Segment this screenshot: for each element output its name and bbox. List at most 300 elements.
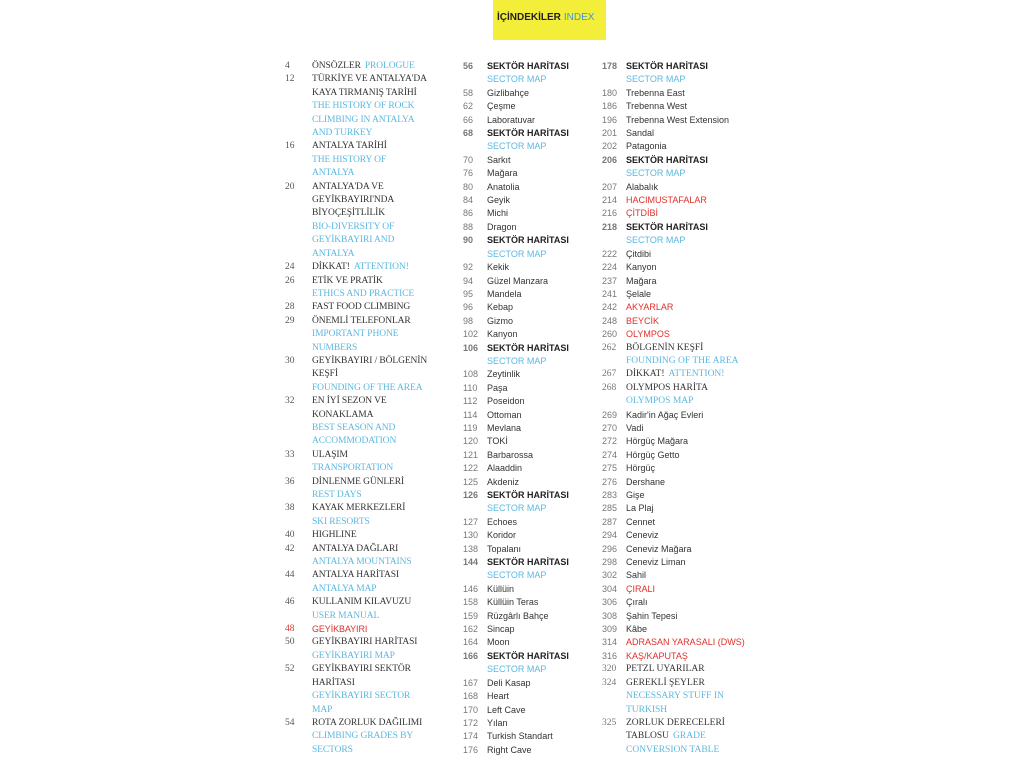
toc-entry[interactable]	[285, 422, 455, 435]
toc-entry[interactable]	[285, 489, 455, 502]
toc-entry-text: Ceneviz	[626, 530, 659, 541]
toc-entry-title	[312, 301, 410, 314]
toc-entry[interactable]	[463, 596, 603, 609]
toc-entry-text: Kanyon	[487, 329, 518, 340]
toc-entry[interactable]	[463, 569, 603, 582]
toc-page-number: 304	[602, 583, 618, 594]
toc-entry[interactable]	[463, 650, 603, 663]
toc-entry[interactable]	[602, 569, 752, 582]
toc-entry-text: EN İYİ SEZON VE	[312, 396, 387, 407]
toc-page-number: 325	[602, 717, 617, 728]
toc-entry[interactable]	[602, 73, 752, 86]
toc-entry-title	[487, 543, 521, 556]
toc-entry-title	[312, 476, 404, 489]
toc-entry[interactable]	[602, 342, 752, 355]
toc-entry-title	[626, 690, 724, 703]
toc-entry-title	[626, 677, 705, 690]
toc-entry-text: Left Cave	[487, 704, 526, 715]
toc-column-1	[285, 60, 455, 757]
toc-entry-title	[312, 449, 348, 462]
toc-entry-title	[487, 87, 529, 100]
toc-entry-title	[487, 489, 569, 502]
toc-entry-text: Ceneviz Mağara	[626, 543, 692, 554]
toc-entry-title	[626, 73, 685, 86]
toc-entry[interactable]	[602, 623, 752, 636]
toc-entry-title	[626, 301, 673, 314]
toc-entry-text: SEKTÖR HARİTASI	[487, 557, 569, 568]
toc-entry[interactable]	[285, 167, 455, 180]
toc-entry[interactable]	[463, 154, 603, 167]
toc-entry[interactable]	[602, 516, 752, 529]
toc-page-number: 56	[463, 61, 474, 71]
toc-entry-text: OLYMPOS	[626, 329, 670, 340]
toc-entry-text: Echoes	[487, 516, 518, 527]
toc-entry[interactable]	[602, 435, 752, 448]
toc-entry[interactable]	[285, 449, 455, 462]
toc-entry-text: GEYİKBAYIRI AND	[312, 235, 395, 246]
toc-entry[interactable]	[463, 502, 603, 515]
toc-entry[interactable]	[602, 704, 752, 717]
toc-entry[interactable]	[463, 221, 603, 234]
toc-entry[interactable]	[285, 221, 455, 234]
toc-entry[interactable]	[285, 395, 455, 408]
toc-page-number: 20	[285, 181, 295, 192]
toc-entry[interactable]	[285, 207, 455, 220]
toc-entry[interactable]	[285, 248, 455, 261]
toc-entry[interactable]	[463, 328, 603, 341]
toc-entry[interactable]	[285, 301, 455, 314]
toc-entry-text: ETHICS AND PRACTICE	[312, 288, 415, 299]
toc-entry[interactable]	[602, 462, 752, 475]
toc-entry[interactable]	[463, 395, 603, 408]
toc-entry-title	[487, 449, 533, 462]
toc-page-number: 102	[463, 329, 479, 340]
toc-entry-text: Çitdibi	[626, 248, 652, 259]
toc-entry[interactable]	[602, 636, 752, 649]
toc-page-number: 44	[285, 570, 295, 581]
toc-entry-title	[312, 194, 394, 207]
toc-entry[interactable]	[285, 100, 455, 113]
toc-entry[interactable]	[463, 73, 603, 86]
toc-entry-text: Çeşme	[487, 101, 516, 112]
toc-entry[interactable]	[463, 342, 603, 355]
toc-entry-text: HIGHLINE	[312, 530, 357, 541]
toc-entry-title	[487, 502, 546, 515]
toc-entry[interactable]	[463, 368, 603, 381]
toc-entry[interactable]	[463, 690, 603, 703]
toc-page-number: 324	[602, 677, 617, 688]
toc-entry[interactable]	[602, 543, 752, 556]
toc-page-number: 127	[463, 516, 479, 527]
toc-entry[interactable]	[602, 529, 752, 542]
toc-entry[interactable]	[285, 744, 455, 757]
toc-entry-title	[487, 516, 517, 529]
toc-entry[interactable]	[602, 663, 752, 676]
toc-entry-title	[487, 154, 511, 167]
toc-entry[interactable]	[463, 181, 603, 194]
toc-entry-text: GEYİKBAYIRI HARİTASI	[312, 637, 418, 648]
toc-page-number: 68	[463, 128, 474, 139]
toc-entry[interactable]	[463, 261, 603, 274]
toc-entry[interactable]	[463, 462, 603, 475]
toc-entry[interactable]	[602, 181, 752, 194]
toc-entry[interactable]	[602, 610, 752, 623]
toc-entry-text: SECTOR MAP	[626, 168, 686, 179]
toc-page-number: 126	[463, 490, 479, 500]
toc-entry-text: ANTALYA DAĞLARI	[312, 543, 399, 554]
toc-entry[interactable]	[602, 114, 752, 127]
toc-entry[interactable]	[463, 730, 603, 743]
toc-entry[interactable]	[285, 328, 455, 341]
toc-entry[interactable]	[602, 476, 752, 489]
toc-entry[interactable]	[285, 476, 455, 489]
toc-entry[interactable]	[285, 60, 455, 73]
toc-entry[interactable]	[463, 114, 603, 127]
toc-entry-text: Barbarossa	[487, 449, 534, 460]
toc-entry-text: Topalanı	[487, 543, 522, 554]
toc-entry-text: DİKKAT!	[312, 262, 350, 273]
toc-entry[interactable]	[463, 194, 603, 207]
toc-entry[interactable]	[285, 462, 455, 475]
toc-entry[interactable]	[285, 569, 455, 582]
toc-page-number: 40	[285, 530, 295, 541]
toc-entry-title	[626, 623, 647, 636]
toc-entry[interactable]	[602, 248, 752, 261]
toc-entry[interactable]	[463, 717, 603, 730]
toc-entry-text: ANTALYA HARİTASI	[312, 570, 399, 581]
toc-page-number: 130	[463, 530, 479, 541]
toc-entry[interactable]	[463, 704, 603, 717]
toc-entry-text: BÖLGENİN KEŞFİ	[626, 342, 704, 353]
toc-page-number: 70	[463, 154, 474, 165]
toc-entry-text: Koridor	[487, 530, 517, 541]
toc-entry[interactable]	[463, 516, 603, 529]
toc-entry-text: DİNLENME GÜNLERİ	[312, 476, 405, 487]
toc-entry-text: Anatolia	[487, 181, 520, 192]
toc-entry[interactable]	[285, 596, 455, 609]
toc-entry-text: FOUNDING OF THE AREA	[312, 382, 423, 393]
toc-entry[interactable]	[602, 261, 752, 274]
toc-entry[interactable]	[285, 73, 455, 86]
toc-entry[interactable]	[285, 663, 455, 676]
toc-page-number: 167	[463, 677, 479, 688]
toc-entry[interactable]	[463, 636, 603, 649]
toc-entry[interactable]	[602, 489, 752, 502]
toc-entry[interactable]	[602, 502, 752, 515]
toc-page-number: 144	[463, 557, 479, 568]
toc-entry[interactable]	[463, 677, 603, 690]
toc-entry-title	[626, 194, 707, 207]
toc-entry[interactable]	[463, 623, 603, 636]
toc-entry-text: BİYOÇEŞİTLİLİK	[312, 208, 386, 219]
toc-entry[interactable]	[602, 288, 752, 301]
toc-page-number: 308	[602, 610, 618, 621]
toc-entry[interactable]	[602, 368, 752, 381]
toc-entry[interactable]	[602, 422, 752, 435]
toc-entry[interactable]	[285, 435, 455, 448]
toc-entry[interactable]	[285, 516, 455, 529]
toc-entry[interactable]	[602, 409, 752, 422]
toc-entry[interactable]	[285, 543, 455, 556]
toc-page-number: 242	[602, 302, 618, 313]
toc-entry[interactable]	[602, 207, 752, 220]
toc-entry-text: GEYİKBAYIRI / BÖLGENİN	[312, 355, 428, 366]
toc-entry[interactable]	[463, 382, 603, 395]
toc-entry[interactable]	[285, 623, 455, 636]
toc-entry[interactable]	[463, 583, 603, 596]
toc-page-number: 120	[463, 436, 479, 447]
toc-entry[interactable]	[285, 690, 455, 703]
toc-entry[interactable]	[602, 315, 752, 328]
toc-entry-title	[312, 409, 373, 422]
toc-entry[interactable]	[285, 181, 455, 194]
toc-entry[interactable]	[602, 395, 752, 408]
toc-entry[interactable]	[463, 422, 603, 435]
toc-entry[interactable]	[463, 355, 603, 368]
toc-entry[interactable]	[285, 717, 455, 730]
toc-entry-title	[312, 87, 417, 100]
toc-entry-text: Laboratuvar	[487, 114, 536, 125]
toc-entry[interactable]	[285, 234, 455, 247]
toc-entry[interactable]	[285, 140, 455, 153]
toc-entry[interactable]	[463, 275, 603, 288]
toc-entry[interactable]	[285, 502, 455, 515]
toc-entry[interactable]	[463, 60, 603, 73]
toc-entry-text: USER MANUAL	[312, 610, 380, 621]
toc-entry[interactable]	[463, 435, 603, 448]
toc-entry[interactable]	[463, 87, 603, 100]
toc-entry-text: KAŞ/KAPUTAŞ	[626, 650, 688, 661]
toc-entry[interactable]	[463, 315, 603, 328]
toc-entry[interactable]	[285, 275, 455, 288]
toc-entry[interactable]	[602, 650, 752, 663]
toc-entry[interactable]	[602, 140, 752, 153]
toc-entry-title	[487, 127, 569, 140]
toc-entry-text: FOUNDING OF THE AREA	[626, 355, 739, 366]
toc-page-number: 316	[602, 650, 618, 661]
toc-entry[interactable]	[602, 355, 752, 368]
toc-page-number: 121	[463, 449, 479, 460]
toc-entry-title	[626, 261, 657, 274]
toc-entry[interactable]	[602, 194, 752, 207]
toc-entry[interactable]	[463, 288, 603, 301]
toc-entry-title	[487, 181, 520, 194]
toc-entry-text: Akdeniz	[487, 476, 520, 487]
toc-entry[interactable]	[463, 744, 603, 757]
toc-entry[interactable]	[602, 127, 752, 140]
toc-entry-text: Mevlana	[487, 422, 522, 433]
toc-entry[interactable]	[285, 382, 455, 395]
toc-page-number: 224	[602, 262, 618, 273]
toc-entry[interactable]	[463, 234, 603, 247]
toc-entry[interactable]	[285, 342, 455, 355]
toc-entry-title	[626, 556, 686, 569]
toc-entry[interactable]	[602, 100, 752, 113]
toc-entry-title	[487, 221, 517, 234]
toc-entry-title	[312, 114, 414, 127]
toc-entry[interactable]	[463, 449, 603, 462]
toc-entry-text: SEKTÖR HARİTASI	[626, 61, 708, 71]
toc-entry-text: Kadir'in Ağaç Evleri	[626, 409, 704, 420]
toc-entry-text: IMPORTANT PHONE	[312, 329, 399, 340]
toc-entry-title	[626, 489, 645, 502]
toc-entry[interactable]	[285, 704, 455, 717]
toc-entry[interactable]	[602, 60, 752, 73]
toc-entry[interactable]	[463, 476, 603, 489]
toc-entry-text: ÇİTDİBİ	[626, 208, 659, 219]
toc-entry-title	[312, 288, 414, 301]
toc-entry[interactable]	[463, 301, 603, 314]
toc-entry-title	[626, 596, 648, 609]
toc-entry-title	[312, 261, 409, 274]
toc-entry-title	[487, 328, 518, 341]
toc-entry[interactable]	[285, 583, 455, 596]
toc-entry-text: Yılan	[487, 717, 508, 728]
toc-page-number: 222	[602, 248, 618, 259]
toc-entry-title	[626, 328, 670, 341]
toc-entry-title	[626, 543, 692, 556]
toc-entry-text: Vadi	[626, 422, 644, 433]
toc-entry-text: SECTOR MAP	[487, 664, 547, 675]
toc-entry-text: Ceneviz Liman	[626, 557, 686, 568]
toc-entry[interactable]	[285, 87, 455, 100]
toc-entry[interactable]	[285, 529, 455, 542]
toc-entry[interactable]	[285, 127, 455, 140]
toc-entry-title	[312, 569, 399, 582]
toc-entry[interactable]	[285, 114, 455, 127]
toc-entry-text: ANTALYA'DA VE	[312, 181, 384, 192]
toc-entry-text: KULLANIM KILAVUZU	[312, 597, 412, 608]
toc-entry[interactable]	[463, 610, 603, 623]
toc-entry-title	[487, 194, 510, 207]
toc-entry[interactable]	[285, 677, 455, 690]
toc-entry-text: TOKİ	[487, 436, 508, 447]
toc-entry[interactable]	[463, 543, 603, 556]
toc-entry-title	[487, 596, 538, 609]
toc-entry-title	[626, 435, 688, 448]
toc-page-number: 269	[602, 409, 618, 420]
toc-entry[interactable]	[285, 730, 455, 743]
toc-entry[interactable]	[463, 529, 603, 542]
toc-entry-title	[312, 529, 357, 542]
toc-entry[interactable]	[463, 556, 603, 569]
toc-entry[interactable]	[602, 167, 752, 180]
toc-entry-text: La Plaj	[626, 503, 654, 514]
toc-entry-title	[626, 207, 658, 220]
toc-entry-title	[626, 234, 685, 247]
toc-entry[interactable]	[602, 301, 752, 314]
toc-entry-text: ANTALYA	[312, 168, 355, 179]
toc-entry[interactable]	[602, 596, 752, 609]
toc-page-number: 26	[285, 275, 295, 286]
toc-entry[interactable]	[602, 234, 752, 247]
toc-entry-title	[487, 234, 569, 247]
toc-entry-text: Right Cave	[487, 744, 532, 755]
toc-entry-title	[487, 556, 569, 569]
toc-entry-title	[312, 663, 411, 676]
toc-entry[interactable]	[285, 610, 455, 623]
toc-entry[interactable]	[602, 275, 752, 288]
toc-entry[interactable]	[463, 489, 603, 502]
toc-entry[interactable]	[463, 663, 603, 676]
toc-entry[interactable]	[463, 167, 603, 180]
toc-entry-text: KAYAK MERKEZLERİ	[312, 503, 406, 514]
toc-page-number: 52	[285, 664, 295, 675]
toc-entry-title	[312, 181, 384, 194]
toc-entry[interactable]	[602, 449, 752, 462]
toc-entry-title	[312, 60, 415, 73]
toc-entry-text: AND TURKEY	[312, 128, 373, 139]
toc-entry[interactable]	[602, 221, 752, 234]
toc-entry-text: SEKTÖR HARİTASI	[487, 490, 569, 500]
toc-entry-text: Güzel Manzara	[487, 275, 549, 286]
toc-entry-text: ACCOMMODATION	[312, 436, 397, 447]
toc-entry-title	[312, 140, 387, 153]
toc-page-number: 28	[285, 302, 295, 313]
toc-entry[interactable]	[285, 368, 455, 381]
toc-entry[interactable]	[602, 556, 752, 569]
toc-entry[interactable]	[285, 355, 455, 368]
toc-page-number: 306	[602, 597, 618, 608]
toc-entry-text: TÜRKİYE VE ANTALYA'DA	[312, 74, 427, 85]
toc-entry[interactable]	[285, 288, 455, 301]
toc-page-number: 176	[463, 744, 479, 755]
toc-entry[interactable]	[463, 248, 603, 261]
toc-entry[interactable]	[285, 636, 455, 649]
toc-entry[interactable]	[463, 100, 603, 113]
toc-entry[interactable]	[602, 583, 752, 596]
toc-entry-title	[487, 60, 569, 73]
toc-entry[interactable]	[463, 140, 603, 153]
toc-page-number: 16	[285, 141, 295, 152]
toc-entry[interactable]	[285, 409, 455, 422]
toc-entry[interactable]	[602, 328, 752, 341]
toc-page-number: 268	[602, 382, 617, 393]
header-title-tr: İÇİNDEKİLER	[497, 12, 561, 23]
toc-entry-title	[487, 744, 532, 757]
toc-page-number: 84	[463, 195, 474, 206]
toc-entry[interactable]	[285, 650, 455, 663]
toc-entry[interactable]	[285, 194, 455, 207]
toc-entry-text: Zeytinlik	[487, 369, 521, 380]
toc-entry[interactable]	[285, 315, 455, 328]
toc-entry[interactable]	[602, 744, 752, 757]
toc-entry[interactable]	[602, 677, 752, 690]
toc-entry[interactable]	[285, 261, 455, 274]
toc-entry[interactable]	[602, 87, 752, 100]
toc-entry[interactable]	[602, 382, 752, 395]
toc-entry[interactable]	[285, 154, 455, 167]
toc-entry[interactable]	[602, 154, 752, 167]
toc-entry[interactable]	[602, 690, 752, 703]
toc-entry-title	[312, 315, 411, 328]
toc-entry-title	[487, 409, 522, 422]
toc-entry[interactable]	[463, 409, 603, 422]
toc-entry-title	[626, 516, 655, 529]
toc-entry[interactable]	[602, 730, 752, 743]
toc-entry[interactable]	[463, 127, 603, 140]
toc-entry[interactable]	[285, 556, 455, 569]
toc-entry[interactable]	[602, 717, 752, 730]
toc-page-number: 196	[602, 114, 618, 125]
toc-entry-text: SECTOR MAP	[487, 74, 547, 85]
toc-page-number: 287	[602, 516, 618, 527]
toc-entry[interactable]	[463, 207, 603, 220]
toc-entry-text: Küllüin	[487, 583, 515, 594]
toc-entry-title	[626, 315, 659, 328]
toc-page-number: 207	[602, 181, 618, 192]
toc-page-number: 309	[602, 624, 618, 635]
